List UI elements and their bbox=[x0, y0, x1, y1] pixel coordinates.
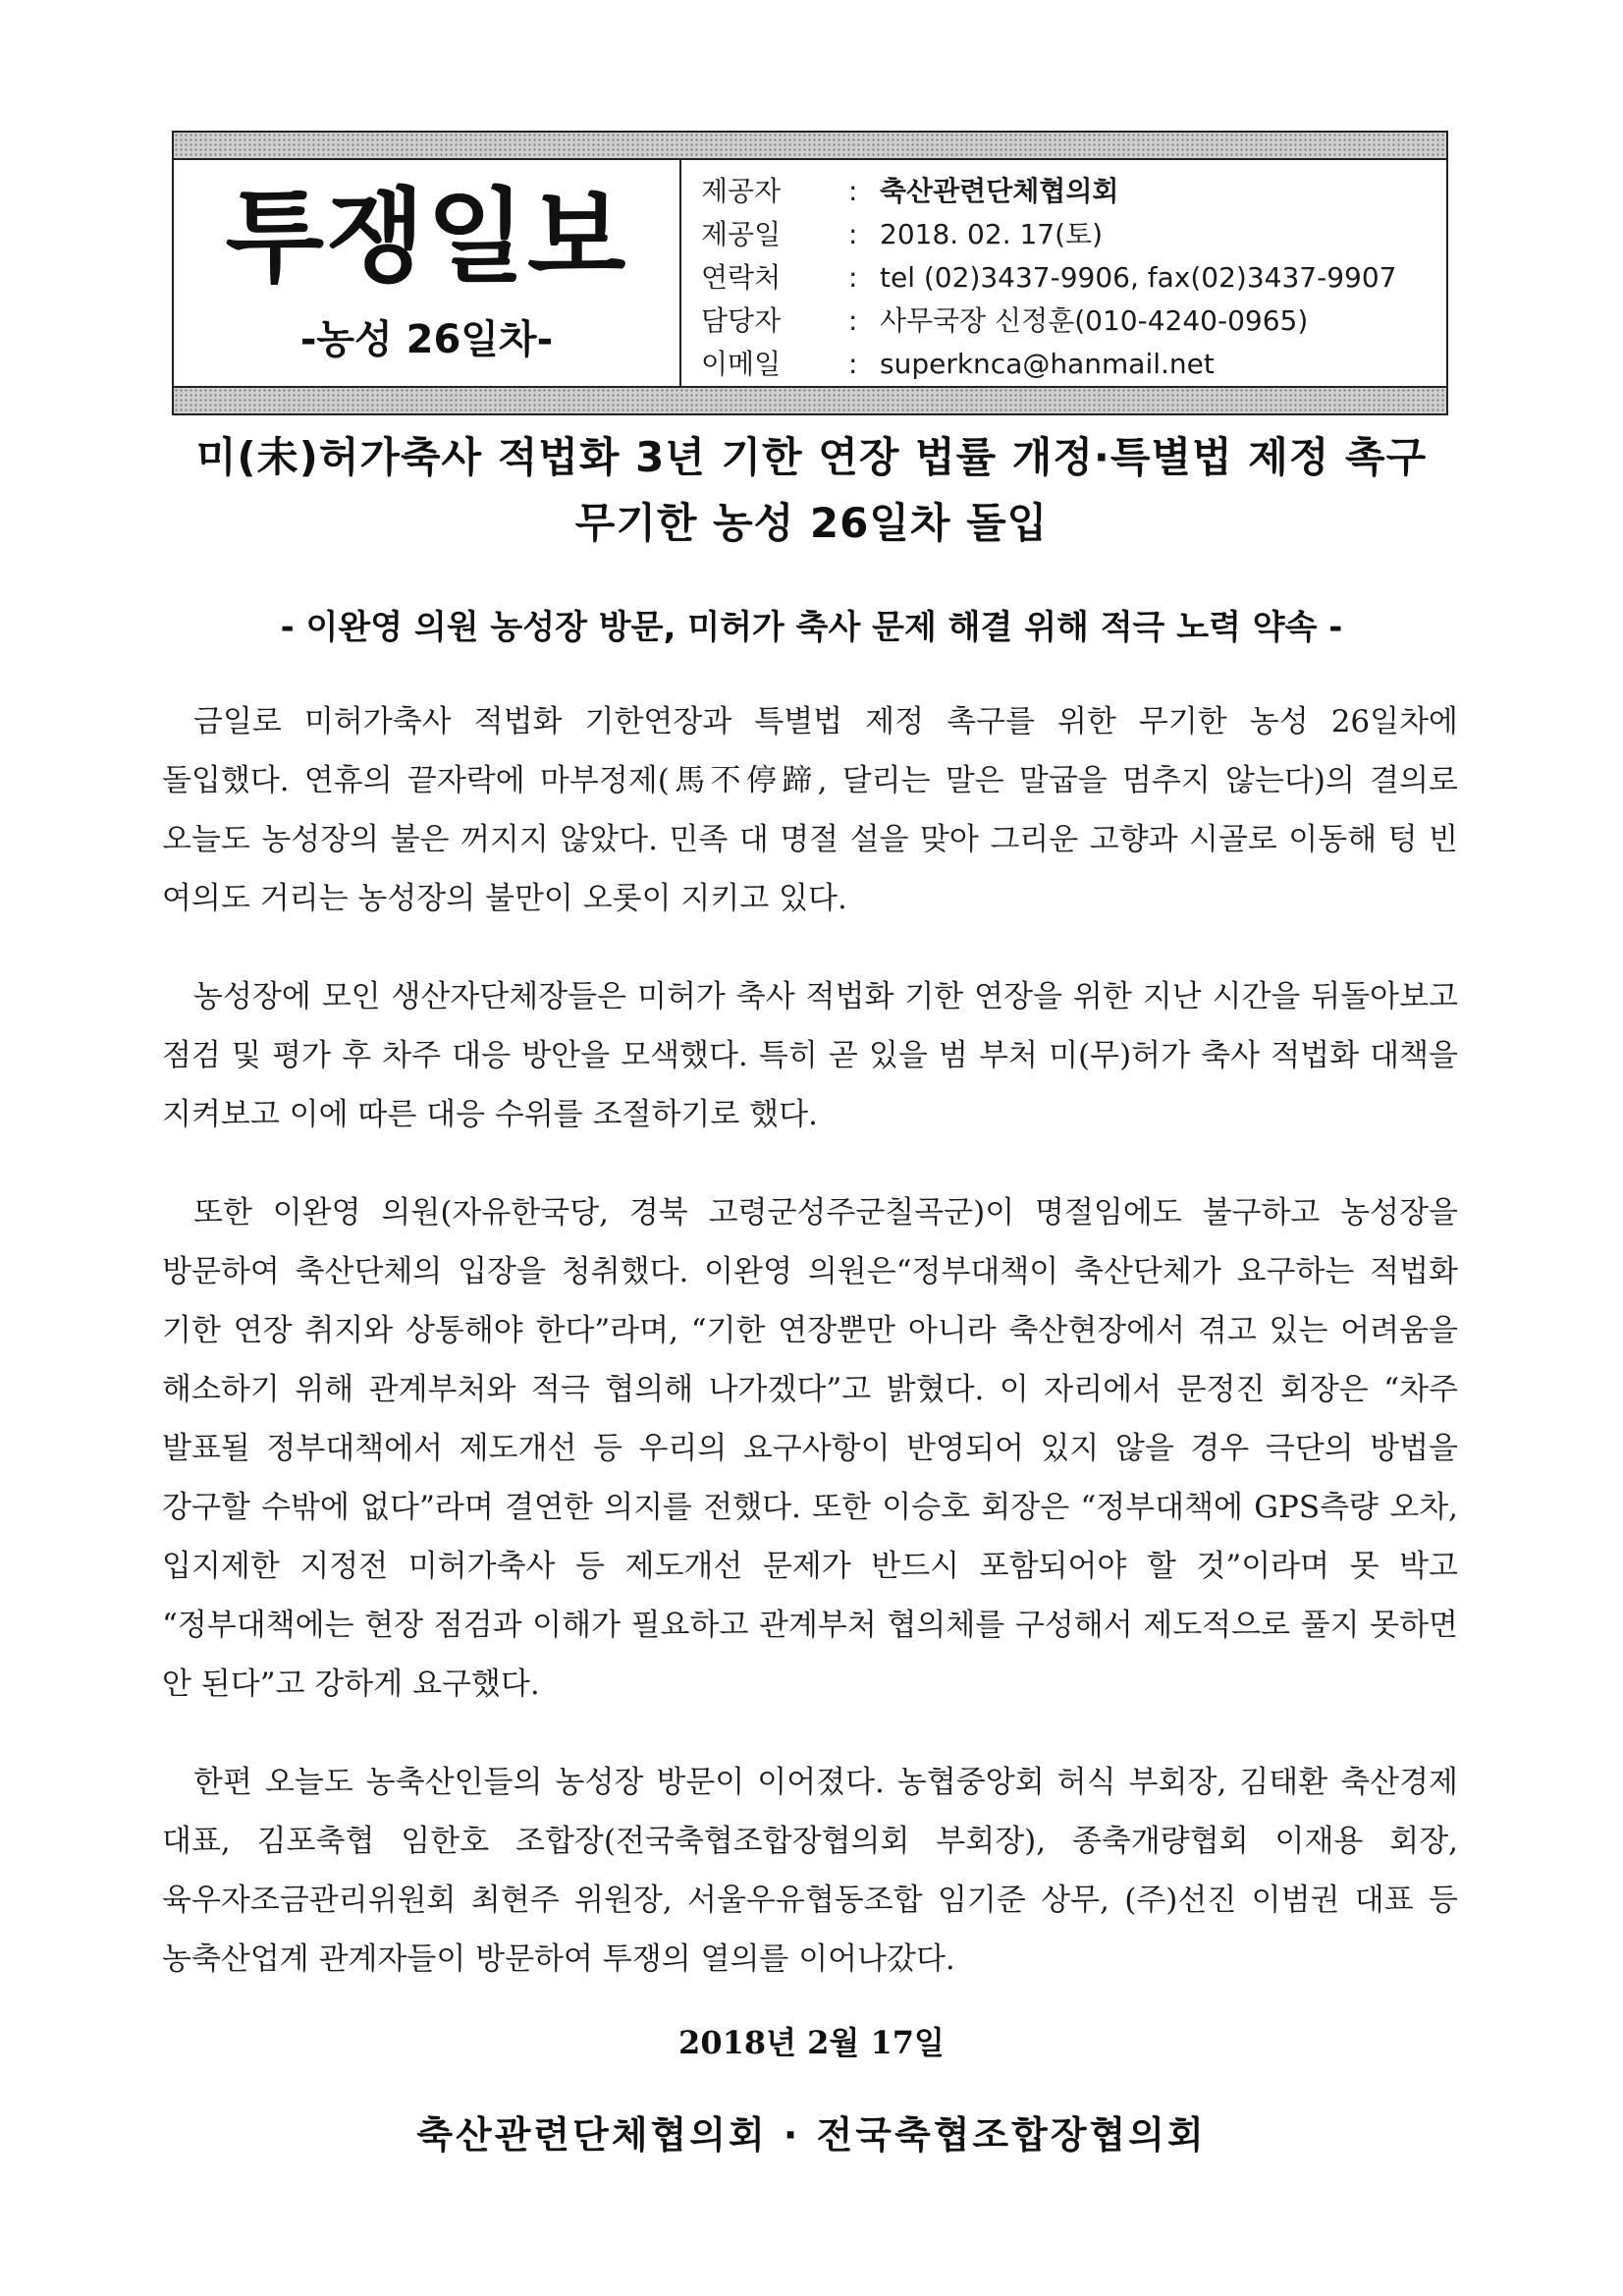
masthead-subtitle: -농성 26일차- bbox=[299, 317, 554, 362]
masthead-title: 투쟁일보 bbox=[225, 177, 628, 297]
paragraph: 농성장에 모인 생산자단체장들은 미허가 축사 적법화 기한 연장을 위한 지난 시간을 뒤돌아보고 점검 및 평가 후 차주 대응 방안을 모색했다. 특히 곧 있을 범 부처 미(무)허가 축사 적법화 대책을 지켜보고 이에 따른 대응 수위를 조절하기로 했다. bbox=[162, 979, 1458, 1132]
info-label: 이메일 bbox=[701, 348, 782, 380]
info-value: 2018. 02. 17(토) bbox=[880, 218, 1104, 250]
info-separator: : bbox=[848, 348, 858, 380]
info-label: 연락처 bbox=[701, 261, 782, 294]
headline-line-2: 무기한 농성 26일차 돌입 bbox=[574, 499, 1049, 547]
info-label: 제공일 bbox=[701, 218, 782, 250]
info-value: 사무국장 신정훈(010-4240-0965) bbox=[880, 304, 1309, 337]
info-label: 담당자 bbox=[701, 304, 782, 337]
release-date: 2018년 2월 17일 bbox=[678, 2024, 945, 2061]
info-value: superknca@hanmail.net bbox=[880, 348, 1215, 380]
info-row-email bbox=[701, 345, 1215, 384]
issuing-organizations: 축산관련단체협의회 · 전국축협조합장협의회 bbox=[416, 2113, 1207, 2157]
info-separator: : bbox=[848, 261, 858, 294]
info-separator: : bbox=[848, 304, 858, 337]
paragraph: 한편 오늘도 농축산인들의 농성장 방문이 이어졌다. 농협중앙회 허식 부회장, 김태환 축산경제 대표, 김포축협 임한호 조합장(전국축협조합장협의회 부회장), 종축개량협회 이재용 회장, 육우자조금관리위원회 최현주 위원장, 서울우유협동조합 임기준 상무, (주)선진 이범권 대표 등 농축산업계 관계자들이 방문하여 투쟁의 열의를 이어나갔다. bbox=[162, 1765, 1458, 1977]
info-row-manager bbox=[701, 301, 1308, 341]
subheadline: - 이완영 의원 농성장 방문, 미허가 축사 문제 해결 위해 적극 노력 약속 - bbox=[280, 608, 1343, 647]
info-separator: : bbox=[848, 175, 858, 207]
masthead-left-panel bbox=[174, 158, 681, 390]
info-value: tel (02)3437-9906, fax(02)3437-9907 bbox=[880, 261, 1397, 294]
info-label: 제공자 bbox=[701, 175, 782, 207]
masthead-top-band bbox=[174, 133, 1446, 160]
info-value: 축산관련단체협의회 bbox=[880, 175, 1119, 207]
info-row-date bbox=[701, 215, 1103, 254]
info-row-contact bbox=[701, 258, 1396, 298]
info-separator: : bbox=[848, 218, 858, 250]
masthead-box bbox=[172, 131, 1448, 415]
masthead-info-panel bbox=[681, 158, 1447, 390]
paragraph: 금일로 미허가축사 적법화 기한연장과 특별법 제정 촉구를 위한 무기한 농성 26일차에 돌입했다. 연휴의 끝자락에 마부정제(馬不停蹄, 달리는 말은 말굽을 멈추지 않는다)의 결의로 오늘도 농성장의 불은 꺼지지 않았다. 민족 대 명절 설을 맞아 그리운 고향과 시골로 이동해 텅 빈 여의도 거리는 농성장의 불만이 오롯이 지키고 있다. bbox=[162, 704, 1458, 916]
headline-line-1: 미(未)허가축사 적법화 3년 기한 연장 법률 개정·특별법 제정 촉구 bbox=[195, 433, 1428, 481]
info-row-provider bbox=[701, 172, 1118, 211]
article-body bbox=[162, 692, 1458, 2028]
paragraph: 또한 이완영 의원(자유한국당, 경북 고령군성주군칠곡군)이 명절임에도 불구하고 농성장을 방문하여 축산단체의 입장을 청취했다. 이완영 의원은“정부대책이 축산단체가 요구하는 적법화 기한 연장 취지와 상통해야 한다”라며, “기한 연장뿐만 아니라 축산현장에서 겪고 있는 어려움을 해소하기 위해 관계부처와 적극 협의해 나가겠다”고 밝혔다. 이 자리에서 문정진 회장은 “차주 발표될 정부대책에서 제도개선 등 우리의 요구사항이 반영되어 있지 않을 경우 극단의 방법을 강구할 수밖에 없다”라며 결연한 의지를 전했다. 또한 이승호 회장은 “정부대책에 GPS측량 오차, 입지제한 지정전 미허가축사 등 제도개선 문제가 반드시 포함되어야 할 것”이라며 못 박고 “정부대책에는 현장 점검과 이해가 필요하고 관계부처 협의체를 구성해서 제도적으로 풀지 못하면 안 된다”고 강하게 요구했다. bbox=[162, 1195, 1458, 1702]
masthead-bottom-band bbox=[174, 386, 1446, 413]
